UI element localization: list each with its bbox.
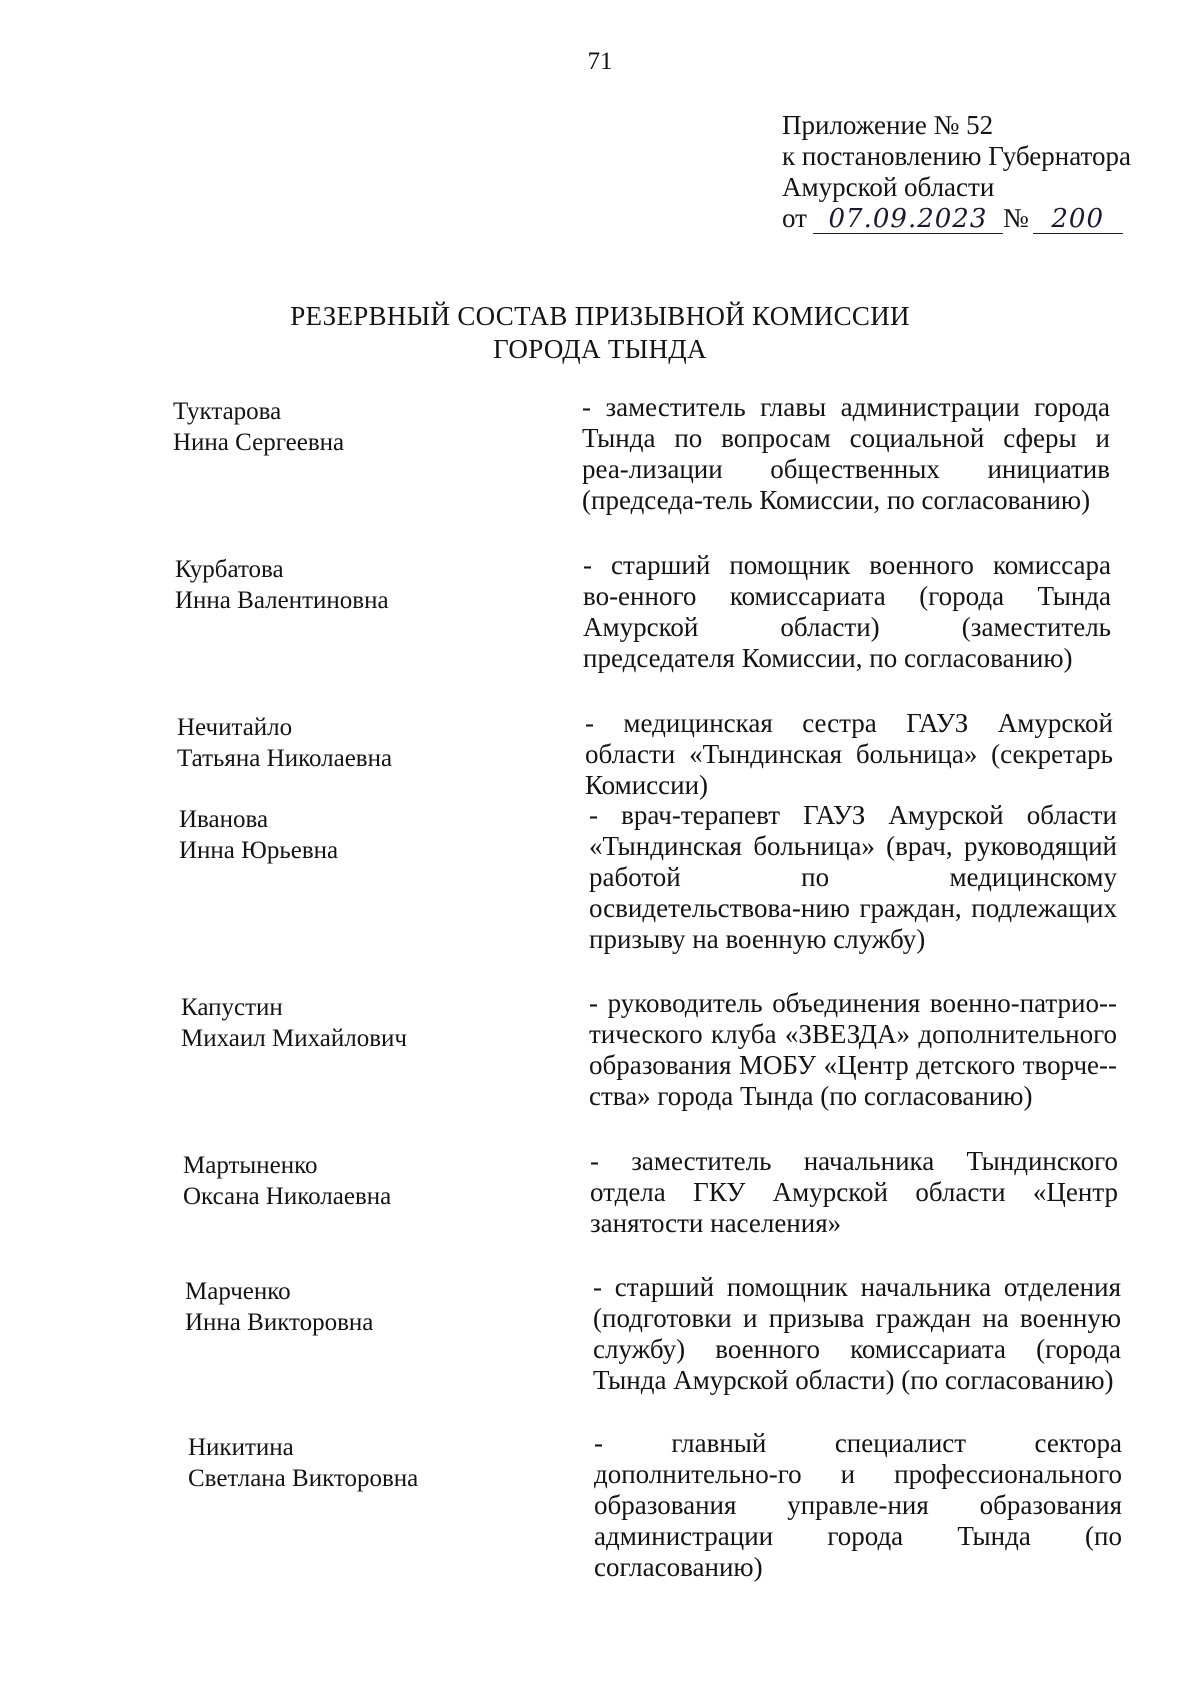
appendix-line-3: Амурской области (782, 172, 995, 202)
document-title (0, 300, 1200, 366)
member-surname: Нечитайло (177, 714, 293, 741)
member-name (183, 1150, 391, 1212)
member-role: - заместитель главы администрации города Тында по вопросам социальной сферы и реа-лизации общественных инициатив (председа-тель Комиссии, по согласованию) (582, 392, 1110, 515)
page-number: 71 (587, 48, 613, 75)
appendix-header (782, 110, 1182, 234)
number-sign: № (1002, 203, 1029, 233)
member-name (173, 396, 344, 458)
member-surname: Никитина (188, 1434, 294, 1461)
member-surname: Марченко (185, 1278, 291, 1305)
member-given-name: Инна Валентиновна (175, 587, 389, 614)
member-given-name: Инна Викторовна (185, 1309, 374, 1336)
member-role: - врач-терапевт ГАУЗ Амурской области «Тындинская больница» (врач, руководящий работой по медицинскому освидетельствова-нию граждан, подлежащих призыву на военную службу) (589, 800, 1117, 954)
date-prefix: от (782, 203, 807, 233)
member-surname: Туктарова (173, 398, 282, 425)
member-name (179, 804, 338, 866)
title-line-1: РЕЗЕРВНЫЙ СОСТАВ ПРИЗЫВНОЙ КОМИССИИ (290, 301, 910, 331)
member-given-name: Оксана Николаевна (183, 1183, 392, 1210)
member-role: - главный специалист сектора дополнительно-го и профессионального образования управле-ния образования администрации города Тында (по согласованию) (594, 1428, 1122, 1582)
member-role: - заместитель начальника Тындинского отдела ГКУ Амурской области «Центр занятости населения» (590, 1146, 1118, 1238)
title-line-2: ГОРОДА ТЫНДА (493, 334, 707, 364)
member-surname: Иванова (179, 806, 269, 833)
member-role: - старший помощник начальника отделения (подготовки и призыва граждан на военную службу) военного комиссариата (города Тында Амурской области) (по согласованию) (593, 1272, 1121, 1395)
member-name (177, 712, 392, 774)
member-name (188, 1432, 418, 1494)
member-role: - старший помощник военного комиссара во-енного комиссариата (города Тында Амурской области) (заместитель председателя Комиссии, по согласованию) (583, 550, 1111, 673)
member-given-name: Светлана Викторовна (188, 1465, 419, 1492)
handwritten-date: 07.09.2023 (813, 205, 1003, 234)
appendix-line-2: к постановлению Губернатора (782, 141, 1131, 171)
member-role: - руководитель объединения военно-патрио-тического клуба «ЗВЕЗДА» дополнительного образования МОБУ «Центр детского творче-ства» города Тында (по согласованию) (589, 988, 1117, 1111)
handwritten-number: 200 (1033, 205, 1123, 234)
member-given-name: Нина Сергеевна (173, 429, 345, 456)
appendix-date-number-line (782, 203, 1182, 234)
member-name (185, 1276, 373, 1338)
member-name (181, 992, 407, 1054)
member-surname: Курбатова (175, 556, 284, 583)
member-given-name: Михаил Михайлович (181, 1025, 407, 1052)
member-role: - медицинская сестра ГАУЗ Амурской области «Тындинская больница» (секретарь Комиссии) (585, 708, 1113, 800)
member-given-name: Инна Юрьевна (179, 837, 339, 864)
member-surname: Капустин (181, 994, 283, 1021)
member-name (175, 554, 389, 616)
appendix-line-1: Приложение № 52 (782, 110, 994, 140)
member-surname: Мартыненко (183, 1152, 318, 1179)
member-given-name: Татьяна Николаевна (177, 745, 393, 772)
